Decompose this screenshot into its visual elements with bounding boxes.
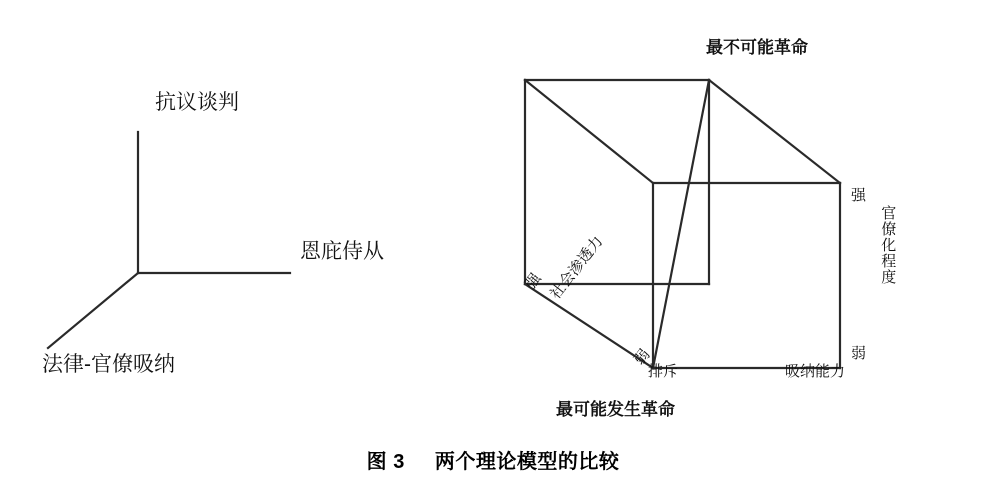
right-axis-low-label: 弱 (851, 345, 867, 362)
left-axis-diagonal-label: 法律-官僚吸纳 (42, 353, 175, 376)
cube-diagonal (653, 80, 709, 368)
cube-top-label: 最不可能革命 (706, 38, 808, 57)
left-axis-horizontal-label: 恩庇侍从 (300, 240, 384, 263)
depth-axis-high-label: 强 (522, 270, 545, 293)
caption-text: 两个理论模型的比较 (434, 451, 620, 473)
right-axis-label: 官僚化程度 (879, 205, 897, 285)
right-axis-high-label: 强 (851, 187, 867, 204)
caption-number: 图 3 (366, 451, 405, 473)
cube-bottom-right-label: 吸纳能力 (785, 363, 846, 380)
cube-edge-top-right (709, 80, 840, 183)
cube-front-bottom-label: 排斥 (648, 363, 679, 380)
depth-axis-label: 社会渗透力 (547, 232, 607, 303)
cube-bottom-label: 最可能发生革命 (556, 400, 675, 419)
left-axis-vertical-label: 抗议谈判 (155, 91, 239, 114)
figure-caption (0, 445, 986, 474)
depth-axis-low-label: 弱 (631, 346, 654, 369)
left-axis-diagonal (48, 273, 138, 348)
cube-edge-top-left (525, 80, 653, 183)
